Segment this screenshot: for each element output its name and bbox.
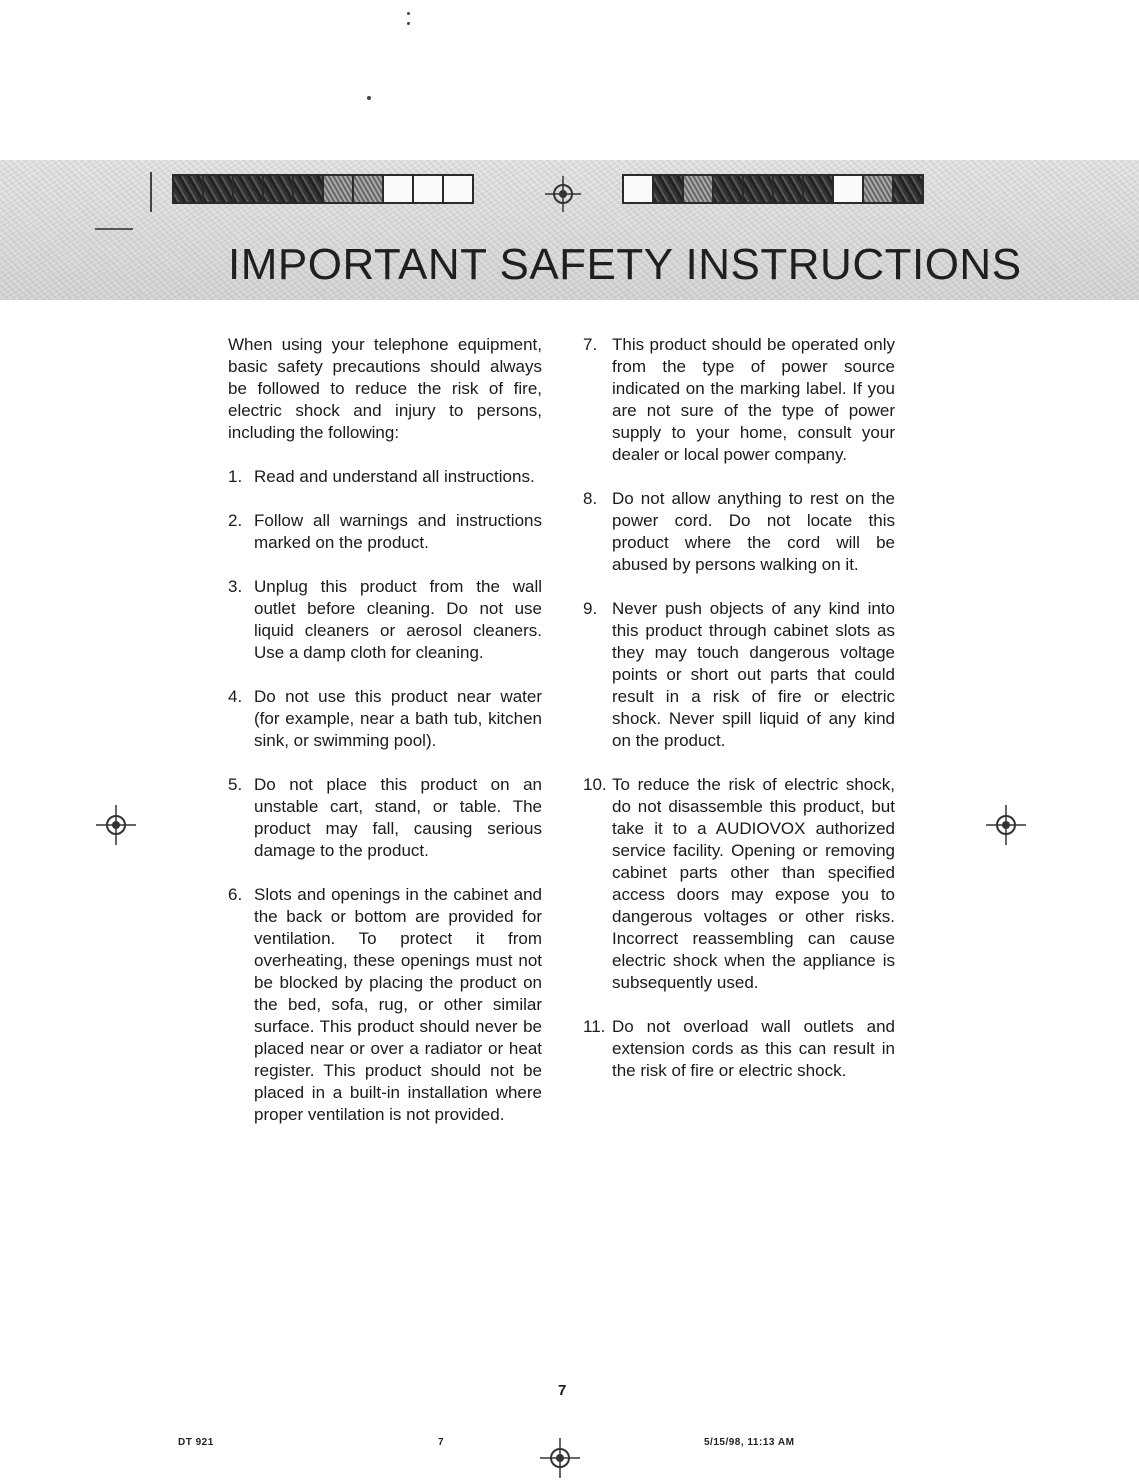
list-item (583, 334, 895, 466)
list-item (583, 774, 895, 994)
footer-right: 5/15/98, 11:13 AM (704, 1437, 795, 1448)
scan-speck (407, 22, 410, 25)
page-number: 7 (558, 1382, 567, 1399)
registration-target-icon (96, 805, 136, 845)
header-rule (95, 228, 133, 230)
intro-paragraph: When using your telephone equipment, basic safety precautions should always be followed to reduce the risk of fire, electric shock and injury to persons, including the following: (228, 335, 542, 442)
item-number: 6. (228, 885, 243, 904)
list-item (228, 774, 542, 862)
list-item (583, 1016, 895, 1082)
list-item (228, 466, 542, 488)
item-number: 5. (228, 775, 243, 794)
item-number: 2. (228, 511, 243, 530)
color-bar-left (172, 174, 472, 204)
item-text: Do not overload wall outlets and extension cords as this can result in the risk of fire or electric shock. (612, 1017, 895, 1080)
left-column (228, 334, 542, 1148)
list-item (228, 510, 542, 554)
item-text: Do not allow anything to rest on the power cord. Do not locate this product where the cord will be abused by persons walking on it. (612, 489, 895, 574)
item-text: To reduce the risk of electric shock, do not disassemble this product, but take it to a AUDIOVOX authorized service facility. Opening or removing cabinet parts other than specified access doors may expose you to dangerous voltages or other risks. Incorrect reassembling can cause electric shock when the appliance is subsequently used. (612, 775, 895, 992)
color-bar-right (622, 174, 922, 204)
item-number: 11. (583, 1017, 606, 1036)
item-number: 1. (228, 467, 243, 486)
list-item (583, 598, 895, 752)
registration-target-icon (540, 1438, 580, 1478)
header-vertical-bar (150, 172, 152, 212)
item-text: Follow all warnings and instructions marked on the product. (254, 511, 542, 552)
item-text: Read and understand all instructions. (254, 467, 535, 486)
right-column (583, 334, 895, 1104)
item-text: Unplug this product from the wall outlet before cleaning. Do not use liquid cleaners or aerosol cleaners. Use a damp cloth for cleaning. (254, 577, 542, 662)
list-item (583, 488, 895, 576)
list-item (228, 884, 542, 1126)
footer-left: DT 921 (178, 1437, 214, 1448)
registration-target-icon (986, 805, 1026, 845)
item-number: 8. (583, 489, 598, 508)
footer-center: 7 (438, 1437, 445, 1448)
item-text: Do not place this product on an unstable cart, stand, or table. The product may fall, causing serious damage to the product. (254, 775, 542, 860)
item-text: Slots and openings in the cabinet and the back or bottom are provided for ventilation. To protect it from overheating, these openings must not be blocked by placing the product on the bed, sofa, rug, or other similar surface. This product should never be placed near or over a radiator or heat register. This product should not be placed in a built-in installation where proper ventilation is not provided. (254, 885, 542, 1124)
item-text: Never push objects of any kind into this product through cabinet slots as they may touch dangerous voltage points or short out parts that could result in a risk of fire or electric shock. Never spill liquid of any kind on the product. (612, 599, 895, 750)
item-number: 4. (228, 687, 243, 706)
item-number: 9. (583, 599, 598, 618)
registration-target-icon (545, 176, 581, 212)
item-number: 7. (583, 335, 598, 354)
page-title: IMPORTANT SAFETY INSTRUCTIONS (228, 240, 1022, 289)
item-number: 3. (228, 577, 243, 596)
scan-speck (407, 12, 410, 15)
item-text: This product should be operated only from the type of power source indicated on the marking label. If you are not sure of the type of power supply to your home, consult your dealer or local power company. (612, 335, 895, 464)
scan-speck (367, 96, 371, 100)
header-band (0, 160, 1139, 300)
item-number: 10. (583, 775, 607, 794)
list-item (228, 686, 542, 752)
item-text: Do not use this product near water (for example, near a bath tub, kitchen sink, or swimming pool). (254, 687, 542, 750)
list-item (228, 576, 542, 664)
